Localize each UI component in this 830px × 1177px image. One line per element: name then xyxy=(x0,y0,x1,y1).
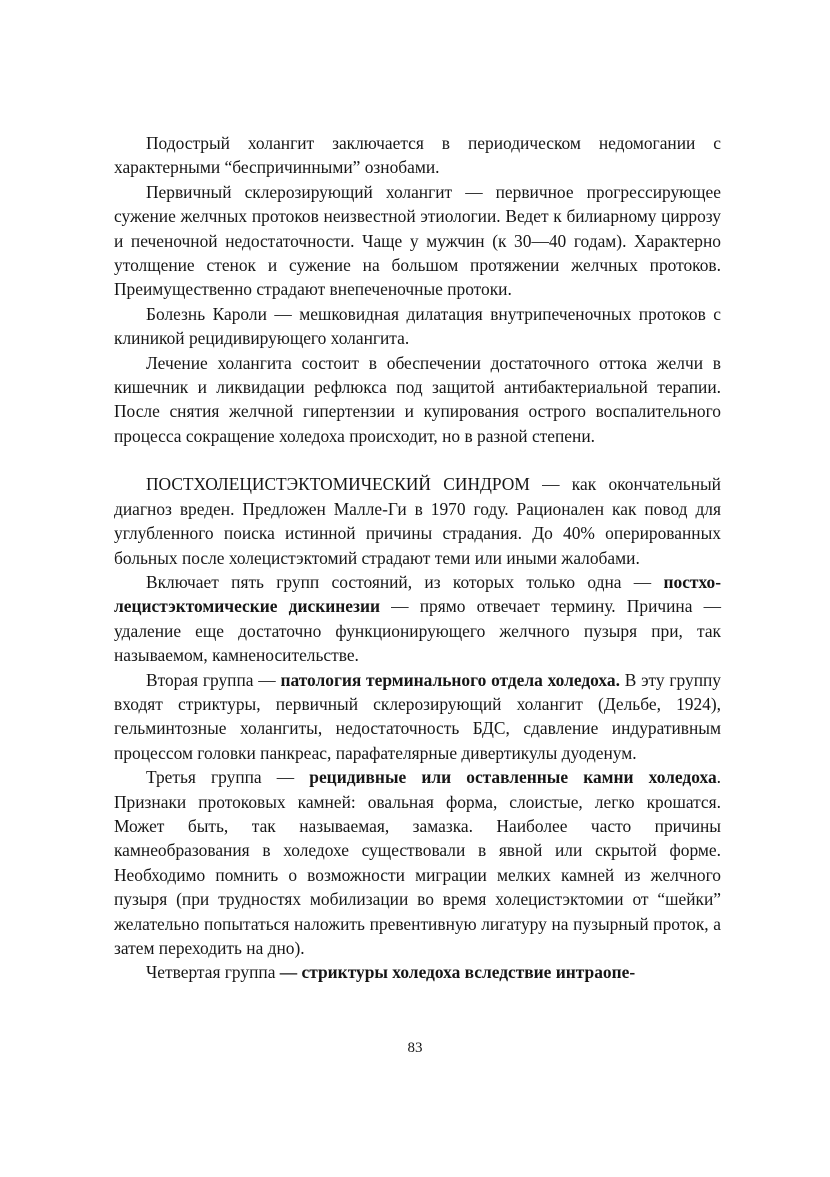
text-run: Вторая группа — xyxy=(146,669,281,690)
paragraph-gap xyxy=(114,448,721,472)
text-run: В эту группу входят стриктуры, первичный склерозирующий холангит (Дельбе, 1924), гельминтозные холангиты, недостаточность БДС, сдавление индуративным процессом головки панкреас, парафателярные дивертикулы дуоденум. xyxy=(114,669,722,763)
bold-term: рецидивные или оставленные камни холедоха xyxy=(309,767,717,788)
text-run: ПОСТХОЛЕЦИСТЭКТОМИЧЕСКИЙ СИНДРОМ — как окончательный диагноз вреден. Предложен Малле-Ги в 1970 году. Рационален как повод для углубленного поиска истинной причины страдания. До 40% оперированных больных после холецистэктомий страдают теми или иными жалобами. xyxy=(114,474,721,568)
text-run: Лечение холангита состоит в обеспечении достаточного оттока желчи в кишечник и ликвидации рефлюкса под защитой антибактериальной терапии. После снятия желчной гипертензии и купирования острого воспалительного процесса сокращение холедоха происходит, но в разной степени. xyxy=(114,352,721,446)
text-run: Четвертая группа xyxy=(146,962,280,983)
paragraph xyxy=(114,131,721,180)
text-run: . Признаки протоковых камней: овальная форма, слоистые, легко крошатся. Может быть, так называемая, замазка. Наиболее часто причины камнеобразования в холедохе существовали в явной или скрытой форме. Необходимо помнить о возможности миграции мелких камней из желчного пузыря (при трудностях мобилизации во время холецистэктомии от “шейки” желательно попытаться наложить превентивную лигатуру на пузырный проток, а затем переходить на дно). xyxy=(114,767,721,958)
bold-term: постхолецистэктомические дискинезии xyxy=(114,571,721,617)
paragraph xyxy=(114,180,721,302)
paragraph xyxy=(114,960,721,984)
text-run: — прямо отвечает термину. Причина — удаление еще достаточно функционирующего желчного пузыря при, так называемом, камненосительстве. xyxy=(114,596,721,666)
paragraph xyxy=(114,570,721,668)
page-body xyxy=(114,131,721,985)
paragraph xyxy=(114,668,721,766)
text-run: Болезнь Кароли — мешковидная дилатация внутрипеченочных протоков с клиникой рецидивирующего холангита. xyxy=(114,303,721,349)
text-run: Первичный склерозирующий холангит — первичное прогрессирующее сужение желчных протоков неизвестной этиологии. Ведет к билиарному циррозу и печеночной недостаточности. Чаще у мужчин (к 30—40 годам). Характерно утолщение стенок и сужение на большом протяжении желчных протоков. Преимущественно страдают внепеченочные протоки. xyxy=(114,181,721,300)
text-run: Включает пять групп состояний, из которых только одна — xyxy=(146,571,664,592)
text-run: Третья группа — xyxy=(146,767,310,788)
paragraph xyxy=(114,351,721,449)
bold-term: — стриктуры холедоха вследствие интраопе- xyxy=(279,962,636,983)
paragraph xyxy=(114,472,721,570)
bold-term: патология терминального отдела холедоха. xyxy=(280,669,620,690)
page-number: 83 xyxy=(407,1040,423,1056)
paragraph xyxy=(114,765,721,960)
text-run: Подострый холангит заключается в периодическом недомогании с характерными “беспричинными” ознобами. xyxy=(114,133,721,178)
paragraph xyxy=(114,302,721,351)
